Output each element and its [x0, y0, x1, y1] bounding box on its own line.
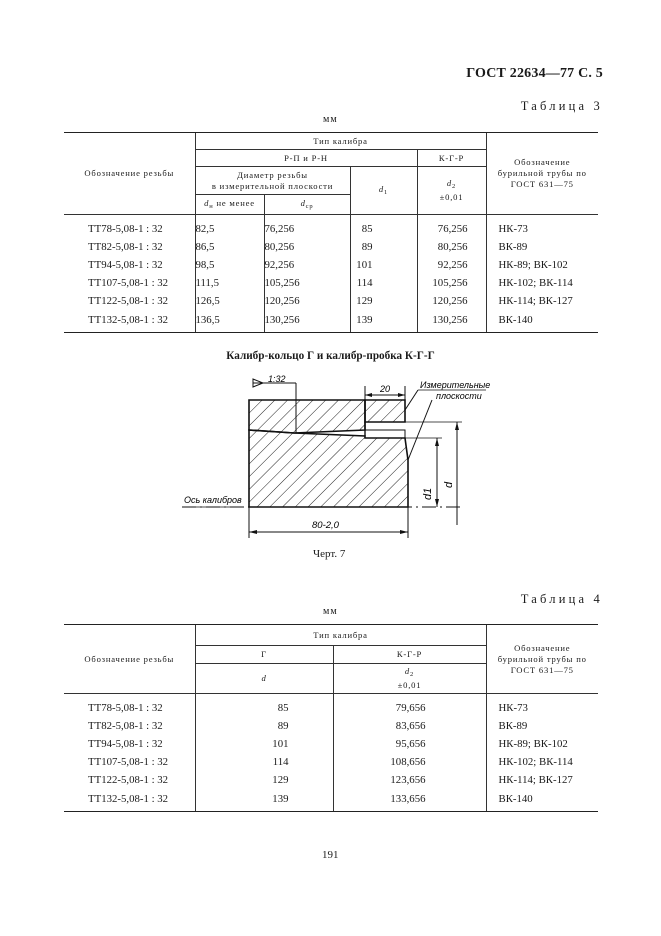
cell-dn: 86,5 — [195, 238, 264, 256]
taper-label: 1:32 — [268, 374, 286, 384]
cell-dcp: 92,256 — [264, 256, 350, 274]
cell-dcp: 76,256 — [264, 220, 350, 238]
table3-dn-header: $d_н$ не менее — [195, 195, 264, 215]
cell-d: 85 — [195, 699, 333, 717]
cell-dn: 82,5 — [195, 220, 264, 238]
measuring-planes-label-2: плоскости — [436, 391, 482, 401]
table3-sub-b: К-Г-Р — [417, 150, 486, 167]
cell-d: 101 — [195, 735, 333, 753]
document-header: ГОСТ 22634—77 С. 5 — [466, 66, 603, 81]
table-row — [64, 735, 598, 753]
cell-name: ТТ78-5,08-1 : 32 — [88, 222, 163, 235]
cell-d: 114 — [195, 753, 333, 771]
cell-d2: 92,256 — [417, 256, 486, 274]
cell-name: ТТ82-5,08-1 : 32 — [88, 240, 163, 253]
cell-pipe: НК-102; ВК-114 — [486, 274, 598, 292]
table4-sub-a: Г — [195, 646, 333, 664]
cell-name: ТТ94-5,08-1 : 32 — [88, 258, 163, 271]
cell-name: ТТ78-5,08-1 : 32 — [88, 701, 163, 714]
table-row — [64, 717, 598, 735]
plug-gauge-section — [249, 430, 408, 507]
table3-diam-header: Диаметр резьбы в измерительной плоскости — [195, 167, 350, 195]
dim-80-label: 80-2,0 — [312, 520, 339, 531]
cell-d: 139 — [195, 789, 333, 807]
dim-20-label: 20 — [380, 384, 391, 394]
cell-name: ТТ82-5,08-1 : 32 — [88, 719, 163, 732]
cell-d2: 130,256 — [417, 310, 486, 328]
cell-d1: 139 — [350, 310, 417, 328]
cell-pipe: НК-89; ВК-102 — [486, 735, 598, 753]
cell-pipe: НК-73 — [486, 699, 598, 717]
cell-name: ТТ107-5,08-1 : 32 — [88, 756, 169, 769]
cell-d2: 79,656 — [333, 699, 486, 717]
cell-d: 129 — [195, 771, 333, 789]
axis-label: Ось калибров — [184, 495, 242, 505]
cell-d1: 114 — [350, 274, 417, 292]
page-number: 191 — [322, 849, 339, 861]
table3-sub-a: Р-П и Р-Н — [195, 150, 417, 167]
table-row — [64, 771, 598, 789]
table4-caption: Таблица 4 — [520, 592, 603, 606]
cell-d1: 89 — [350, 238, 417, 256]
figure-title: Калибр-кольцо Г и калибр-пробка К-Г-Г — [226, 350, 435, 362]
table-row — [64, 220, 598, 238]
table-row — [64, 310, 598, 328]
ring-measuring-band — [365, 400, 405, 422]
table-row — [64, 753, 598, 771]
table-row — [64, 699, 598, 717]
table4-col-pipe: Обозначение бурильной трубы по ГОСТ 631—75 — [486, 625, 598, 694]
cell-dcp: 105,256 — [264, 274, 350, 292]
cell-d2: 76,256 — [417, 220, 486, 238]
cell-name: ТТ122-5,08-1 : 32 — [88, 774, 169, 787]
cell-pipe: НК-73 — [486, 220, 598, 238]
cell-d1: 101 — [350, 256, 417, 274]
d-label: d — [443, 481, 455, 488]
table4 — [64, 624, 598, 812]
d1-label: d1 — [422, 487, 434, 500]
cell-d2: 105,256 — [417, 274, 486, 292]
table3-unit: мм — [323, 114, 338, 125]
cell-pipe: НК-89; ВК-102 — [486, 256, 598, 274]
cell-d2: 83,656 — [333, 717, 486, 735]
cell-d2: 95,656 — [333, 735, 486, 753]
cell-dn: 136,5 — [195, 310, 264, 328]
cell-pipe: ВК-89 — [486, 238, 598, 256]
cell-pipe: ВК-140 — [486, 789, 598, 807]
cell-pipe: НК-102; ВК-114 — [486, 753, 598, 771]
table-row — [64, 238, 598, 256]
table4-type-group: Тип калибра — [195, 625, 486, 646]
cell-dcp: 120,256 — [264, 292, 350, 310]
cell-dcp: 130,256 — [264, 310, 350, 328]
table4-unit: мм — [323, 606, 338, 617]
measuring-planes-label-1: Измерительные — [420, 380, 491, 390]
cell-d2: 120,256 — [417, 292, 486, 310]
table3 — [64, 132, 598, 333]
cell-d1: 85 — [350, 220, 417, 238]
cell-pipe: ВК-89 — [486, 717, 598, 735]
cell-dn: 98,5 — [195, 256, 264, 274]
cell-name: ТТ94-5,08-1 : 32 — [88, 737, 163, 750]
table3-dcp-header: $d_{ср}$ — [264, 195, 350, 215]
cell-d2: 80,256 — [417, 238, 486, 256]
figure-caption: Черт. 7 — [313, 548, 346, 560]
ring-gauge-section — [249, 400, 365, 433]
cell-name: ТТ132-5,08-1 : 32 — [88, 313, 169, 326]
table3-col-pipe: Обозначение бурильной трубы по ГОСТ 631—75 — [486, 133, 598, 215]
table3-caption: Таблица 3 — [520, 99, 603, 113]
table-row — [64, 789, 598, 807]
cell-d2: 108,656 — [333, 753, 486, 771]
cell-d: 89 — [195, 717, 333, 735]
cell-dn: 111,5 — [195, 274, 264, 292]
cell-name: ТТ107-5,08-1 : 32 — [88, 277, 169, 290]
cell-dn: 126,5 — [195, 292, 264, 310]
cell-pipe: НК-114; ВК-127 — [486, 292, 598, 310]
cell-d2: 123,656 — [333, 771, 486, 789]
cell-dcp: 80,256 — [264, 238, 350, 256]
cell-pipe: ВК-140 — [486, 310, 598, 328]
table3-col-name: Обозначение резьбы — [64, 133, 195, 215]
table3-d1-header: $d_1$ — [350, 167, 417, 215]
table-row — [64, 292, 598, 310]
table-row — [64, 256, 598, 274]
table4-col-name: Обозначение резьбы — [64, 625, 195, 694]
table4-sub-b: К-Г-Р — [333, 646, 486, 664]
cell-d1: 129 — [350, 292, 417, 310]
table3-type-group: Тип калибра — [195, 133, 486, 150]
cell-pipe: НК-114; ВК-127 — [486, 771, 598, 789]
table4-d-header: d — [195, 664, 333, 694]
gauge-drawing — [0, 360, 661, 550]
cell-d2: 133,656 — [333, 789, 486, 807]
cell-name: ТТ122-5,08-1 : 32 — [88, 295, 169, 308]
cell-name: ТТ132-5,08-1 : 32 — [88, 792, 169, 805]
table-row — [64, 274, 598, 292]
table4-d2-header: $d_2$ ±0,01 — [333, 664, 486, 694]
table3-d2-header: $d_2$ ±0,01 — [417, 167, 486, 215]
